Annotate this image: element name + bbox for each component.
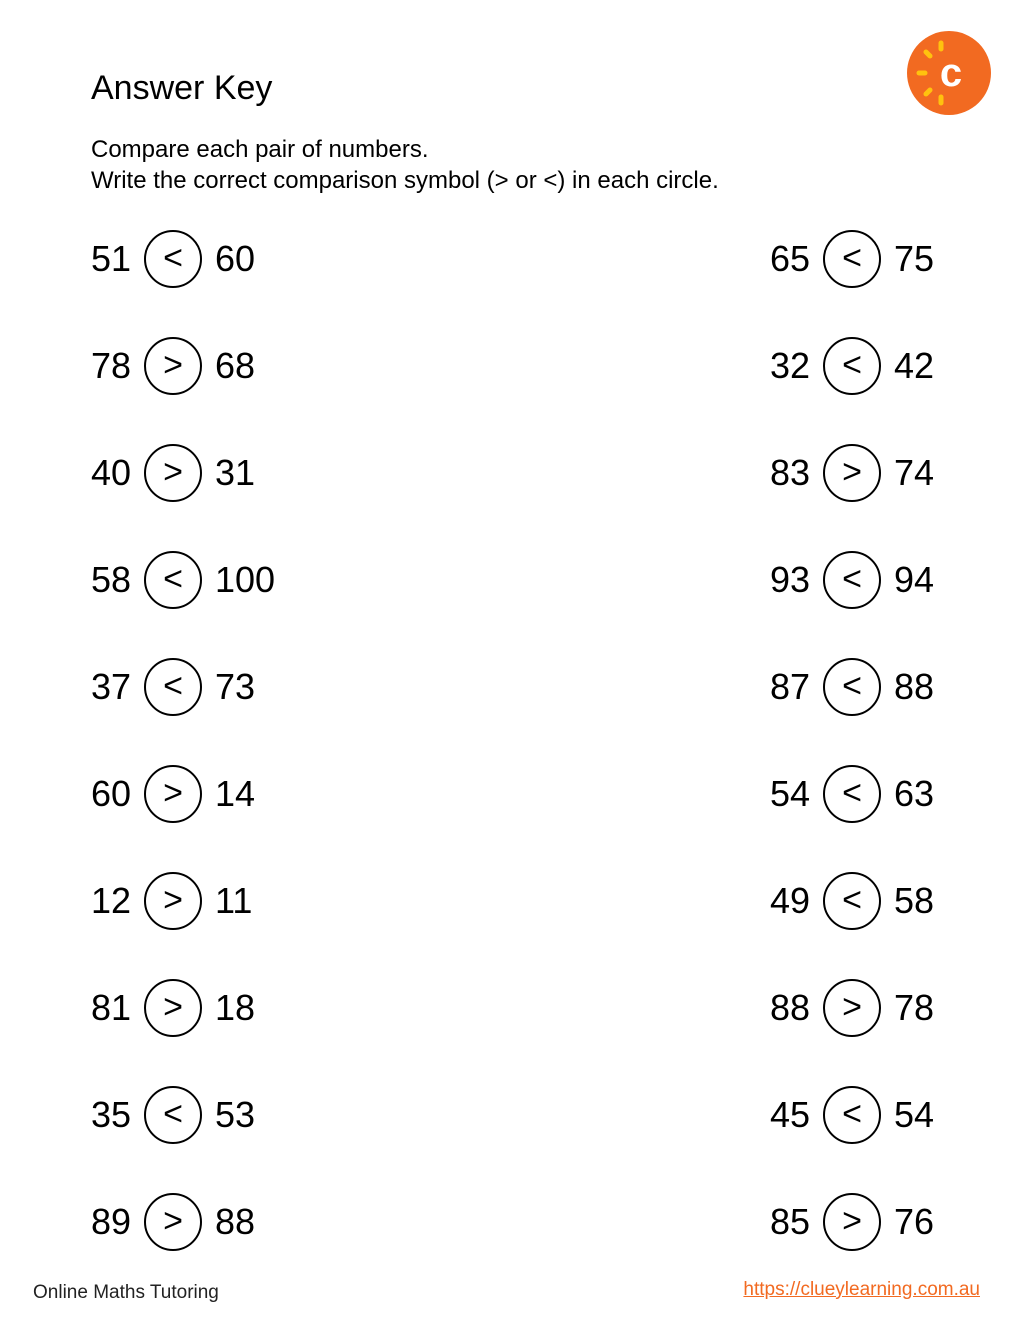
comparison-symbol-circle[interactable]: < <box>823 337 881 395</box>
first-number: 49 <box>769 880 810 921</box>
comparison-row <box>0 444 1024 502</box>
first-number: 12 <box>90 880 131 921</box>
footer-tagline: Online Maths Tutoring <box>33 1282 219 1303</box>
first-number: 85 <box>769 1201 810 1242</box>
second-number: 14 <box>215 773 256 814</box>
comparison-symbol-circle[interactable]: > <box>144 337 202 395</box>
first-number: 88 <box>769 987 810 1028</box>
comparison-row <box>0 337 1024 395</box>
comparison-symbol-circle[interactable]: < <box>144 551 202 609</box>
second-number: 75 <box>894 238 935 279</box>
comparison-symbol-circle[interactable]: < <box>823 658 881 716</box>
first-number: 32 <box>769 345 810 386</box>
comparison-row <box>0 551 1024 609</box>
first-number: 78 <box>90 345 131 386</box>
second-number: 76 <box>894 1201 935 1242</box>
comparison-symbol-circle[interactable]: < <box>823 230 881 288</box>
comparison-symbol-circle[interactable]: < <box>823 1086 881 1144</box>
logo-letter: c <box>939 51 963 95</box>
second-number: 68 <box>215 345 256 386</box>
comparison-symbol-circle[interactable]: < <box>823 551 881 609</box>
second-number: 31 <box>215 452 256 493</box>
first-number: 51 <box>90 238 131 279</box>
second-number: 63 <box>894 773 935 814</box>
first-number: 89 <box>90 1201 131 1242</box>
comparison-symbol-circle[interactable]: < <box>144 658 202 716</box>
instruction-line-1: Compare each pair of numbers. <box>91 136 429 163</box>
second-number: 18 <box>215 987 256 1028</box>
instruction-line-2: Write the correct comparison symbol (> or <) in each circle. <box>91 167 719 194</box>
first-number: 45 <box>769 1094 810 1135</box>
second-number: 73 <box>215 666 256 707</box>
footer-link[interactable]: https://clueylearning.com.au <box>743 1279 980 1300</box>
second-number: 11 <box>215 880 253 921</box>
logo-graphic <box>907 31 991 115</box>
first-number: 93 <box>769 559 810 600</box>
comparison-symbol-circle[interactable]: > <box>144 1193 202 1251</box>
comparison-row <box>0 230 1024 288</box>
comparison-row <box>0 979 1024 1037</box>
comparison-symbol-circle[interactable]: < <box>823 872 881 930</box>
first-number: 58 <box>90 559 131 600</box>
comparison-row <box>0 872 1024 930</box>
second-number: 78 <box>894 987 935 1028</box>
second-number: 88 <box>894 666 935 707</box>
first-number: 40 <box>90 452 131 493</box>
comparison-row <box>0 765 1024 823</box>
comparison-row <box>0 1193 1024 1251</box>
second-number: 53 <box>215 1094 256 1135</box>
page-title: Answer Key <box>91 69 273 107</box>
first-number: 87 <box>769 666 810 707</box>
first-number: 37 <box>90 666 131 707</box>
comparison-symbol-circle[interactable]: > <box>144 872 202 930</box>
second-number: 60 <box>215 238 256 279</box>
second-number: 74 <box>894 452 935 493</box>
comparison-symbol-circle[interactable]: < <box>144 1086 202 1144</box>
first-number: 65 <box>769 238 810 279</box>
first-number: 81 <box>90 987 131 1028</box>
second-number: 54 <box>894 1094 935 1135</box>
comparison-symbol-circle[interactable]: > <box>144 979 202 1037</box>
first-number: 83 <box>769 452 810 493</box>
second-number: 58 <box>894 880 935 921</box>
clueylearning-logo-icon <box>907 31 991 115</box>
comparison-row <box>0 1086 1024 1144</box>
comparison-symbol-circle[interactable]: > <box>823 1193 881 1251</box>
comparison-symbol-circle[interactable]: > <box>144 444 202 502</box>
second-number: 88 <box>215 1201 256 1242</box>
second-number: 94 <box>894 559 935 600</box>
first-number: 60 <box>90 773 131 814</box>
first-number: 35 <box>90 1094 131 1135</box>
comparison-symbol-circle[interactable]: > <box>823 979 881 1037</box>
comparison-symbol-circle[interactable]: > <box>144 765 202 823</box>
comparison-symbol-circle[interactable]: < <box>823 765 881 823</box>
comparison-row <box>0 658 1024 716</box>
second-number: 100 <box>215 559 276 600</box>
first-number: 54 <box>769 773 810 814</box>
comparison-symbol-circle[interactable]: > <box>823 444 881 502</box>
second-number: 42 <box>894 345 935 386</box>
comparison-symbol-circle[interactable]: < <box>144 230 202 288</box>
